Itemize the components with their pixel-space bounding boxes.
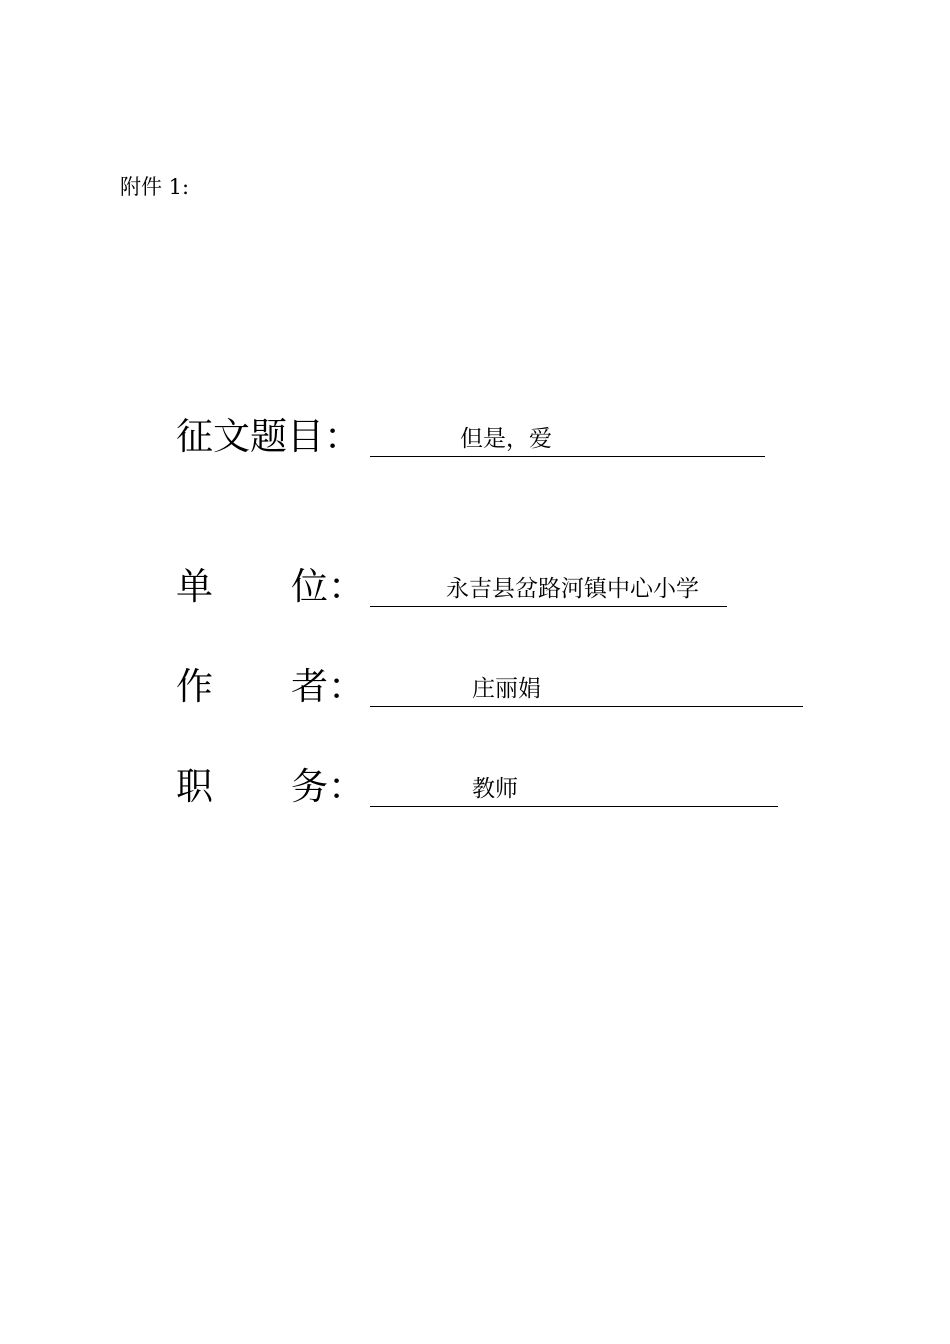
author-colon: ： bbox=[328, 665, 365, 708]
unit-field[interactable] bbox=[370, 574, 727, 607]
author-row bbox=[0, 662, 950, 722]
title-value: 但是，爱 bbox=[460, 426, 552, 452]
author-label-char2: 者 bbox=[291, 665, 328, 708]
position-label bbox=[176, 762, 365, 812]
unit-label-char2-with-colon bbox=[291, 562, 365, 612]
title-label bbox=[176, 412, 361, 462]
author-value: 庄丽娟 bbox=[472, 676, 541, 702]
unit-label-char1: 单 bbox=[176, 565, 213, 608]
author-label-char2-with-colon bbox=[291, 662, 365, 712]
unit-label bbox=[176, 562, 365, 612]
title-label-text: 征文题目 bbox=[176, 415, 324, 458]
unit-label-char2: 位 bbox=[291, 565, 328, 608]
position-label-char1: 职 bbox=[176, 765, 213, 808]
position-label-char2: 务 bbox=[291, 765, 328, 808]
unit-colon: ： bbox=[328, 565, 365, 608]
position-colon: ： bbox=[328, 765, 365, 808]
title-row bbox=[0, 412, 950, 472]
author-field[interactable] bbox=[370, 674, 803, 707]
position-row bbox=[0, 762, 950, 822]
position-value: 教师 bbox=[472, 776, 518, 802]
position-field[interactable] bbox=[370, 774, 778, 807]
unit-row bbox=[0, 562, 950, 622]
unit-value: 永吉县岔路河镇中心小学 bbox=[446, 576, 699, 602]
title-colon: ： bbox=[324, 415, 361, 458]
author-label bbox=[176, 662, 365, 712]
author-label-char1: 作 bbox=[176, 665, 213, 708]
title-field[interactable] bbox=[370, 424, 765, 457]
attachment-label: 附件 1: bbox=[120, 175, 190, 199]
position-label-char2-with-colon bbox=[291, 762, 365, 812]
